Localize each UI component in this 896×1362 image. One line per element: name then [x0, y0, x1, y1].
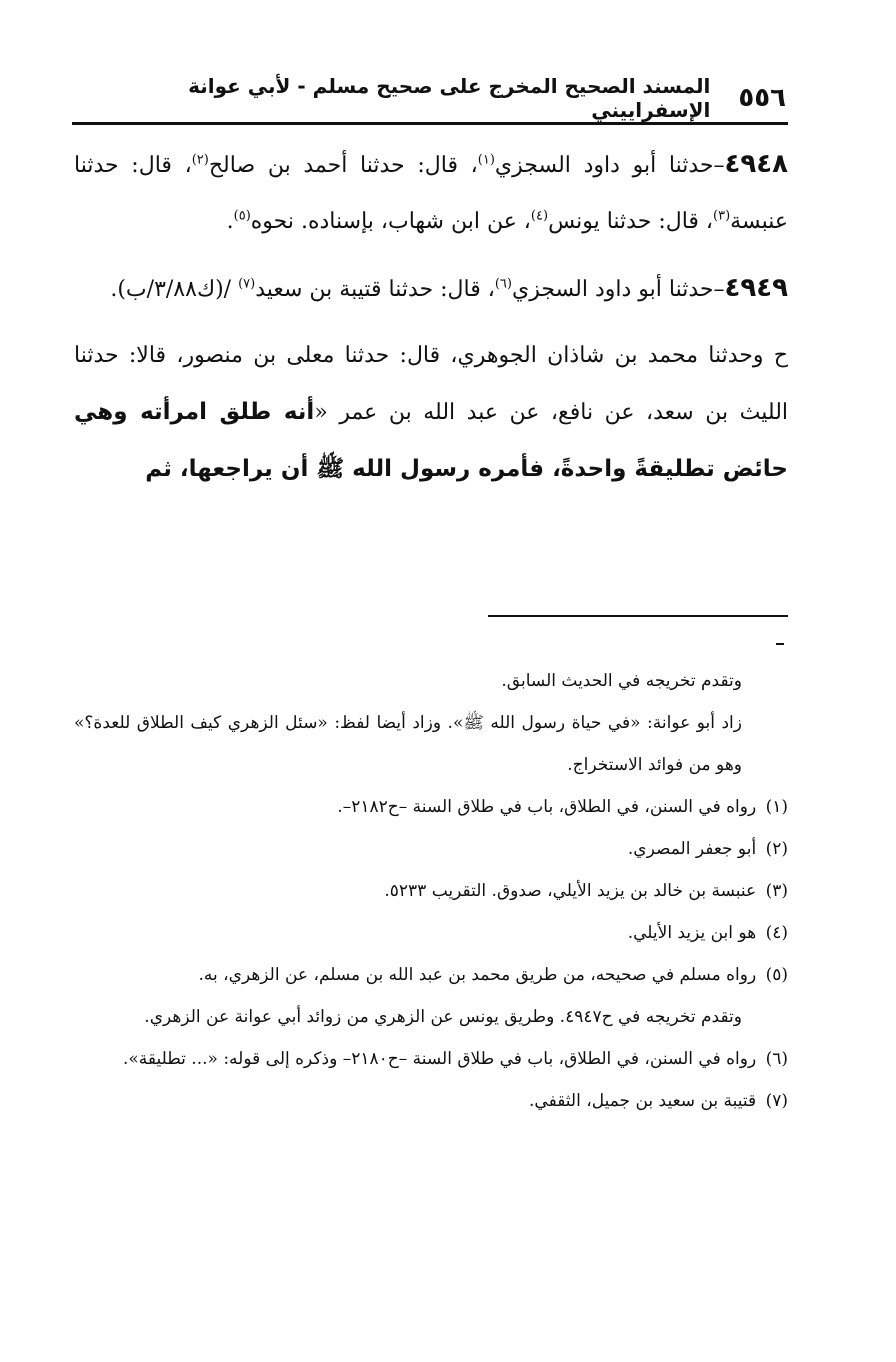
hadith-4949 [74, 260, 788, 318]
hadith-text: ، قال: حدثنا أحمد بن صالح [208, 153, 478, 178]
page-number: ٥٥٦ [738, 83, 786, 113]
footnote-text: هو ابن يزيد الأيلي. [627, 923, 757, 943]
footnote-number: (١) [765, 797, 788, 817]
footnote-number: (٧) [765, 1091, 788, 1111]
footnote-4 [74, 912, 788, 954]
footnote-number: (٥) [765, 965, 788, 985]
hadith-matn: أنه طلق امرأته وهي حائض تطليقةً واحدةً، فأمره رسول الله ﷺ أن يراجعها، ثم [74, 399, 788, 482]
hadith-4949-second-chain [74, 328, 788, 498]
footnote-continuation: وتقدم تخريجه في الحديث السابق. [501, 671, 742, 691]
footnote-3 [74, 870, 788, 912]
footnote-6 [74, 1038, 788, 1080]
footnote-5-continuation [74, 996, 788, 1038]
hadith-text: –حدثنا أبو داود السجزي [494, 153, 725, 178]
footnote-marker: (٦) [494, 276, 512, 292]
hadith-text: ح وحدثنا محمد بن شاذان الجوهري، قال: حدثنا معلى بن منصور، قالا: حدثنا الليث بن سعد، عن نافع، عن عبد الله بن عمر « [74, 343, 789, 425]
hadith-text: . [226, 209, 234, 234]
main-text [74, 136, 788, 498]
header-rule [72, 122, 788, 125]
footnote-number: (٤) [765, 923, 788, 943]
footnote-continuation: زاد أبو عوانة: «في حياة رسول الله ﷺ». وزاد أيضا لفظ: «سئل الزهري كيف الطلاق للعدة؟» وهو من فوائد الاستخراج. [74, 713, 742, 775]
hadith-text: ، قال: حدثنا عنبسة [74, 153, 788, 234]
footnote-marker: (٤) [530, 208, 549, 224]
footnote-text: رواه في السنن، في الطلاق، باب في طلاق السنة –ح٢١٨٢–. [337, 797, 757, 817]
footnote-2 [74, 828, 788, 870]
hadith-text: ، عن ابن شهاب، بإسناده. نحوه [250, 209, 531, 234]
footnote-1 [74, 786, 788, 828]
hadith-text: ، قال: حدثنا قتيبة بن سعيد [255, 277, 495, 302]
book-title: المسند الصحيح المخرج على صحيح مسلم - لأبي عوانة الإسفراييني [188, 74, 711, 122]
footnote-marker: (٥) [233, 208, 251, 224]
hadith-number: ٤٩٤٩ [724, 273, 788, 303]
footnote-text: أبو جعفر المصري. [627, 839, 757, 859]
running-header [150, 74, 786, 122]
footnotes [74, 660, 788, 1122]
footnote-marker: (١) [477, 152, 495, 168]
footnote-marker: (٣) [713, 208, 731, 224]
footnote-text: عنبسة بن خالد بن يزيد الأيلي، صدوق. التقريب ٥٢٣٣. [384, 881, 757, 901]
footnote-text: رواه في السنن، في الطلاق، باب في طلاق السنة –ح٢١٨٠– وذكره إلى قوله: «... تطليقة». [122, 1049, 757, 1069]
hadith-number: ٤٩٤٨ [724, 149, 788, 179]
footnote-text: رواه مسلم في صحيحه، من طريق محمد بن عبد الله بن مسلم، عن الزهري، به. [198, 965, 757, 985]
footnote-7 [74, 1080, 788, 1122]
footnote-separator [488, 615, 788, 617]
footnote-number: (٦) [765, 1049, 788, 1069]
hadith-text: ، قال: حدثنا يونس [548, 209, 714, 234]
hadith-text: –حدثنا أبو داود السجزي [511, 277, 725, 302]
footnote-text: وتقدم تخريجه في ح٤٩٤٧. وطريق يونس عن الزهري من زوائد أبي عوانة عن الزهري. [144, 1007, 742, 1027]
continuation-mark [776, 643, 784, 645]
hadith-4948 [74, 136, 788, 250]
footnote-text: قتيبة بن سعيد بن جميل، الثقفي. [529, 1091, 757, 1111]
footnote-marker: (٧) [238, 276, 256, 292]
manuscript-reference: /(ك٣/٨٨/ب). [110, 277, 239, 302]
footnote-number: (٣) [765, 881, 788, 901]
footnote-marker: (٢) [191, 152, 209, 168]
footnote-number: (٢) [765, 839, 788, 859]
footnote-5 [74, 954, 788, 996]
